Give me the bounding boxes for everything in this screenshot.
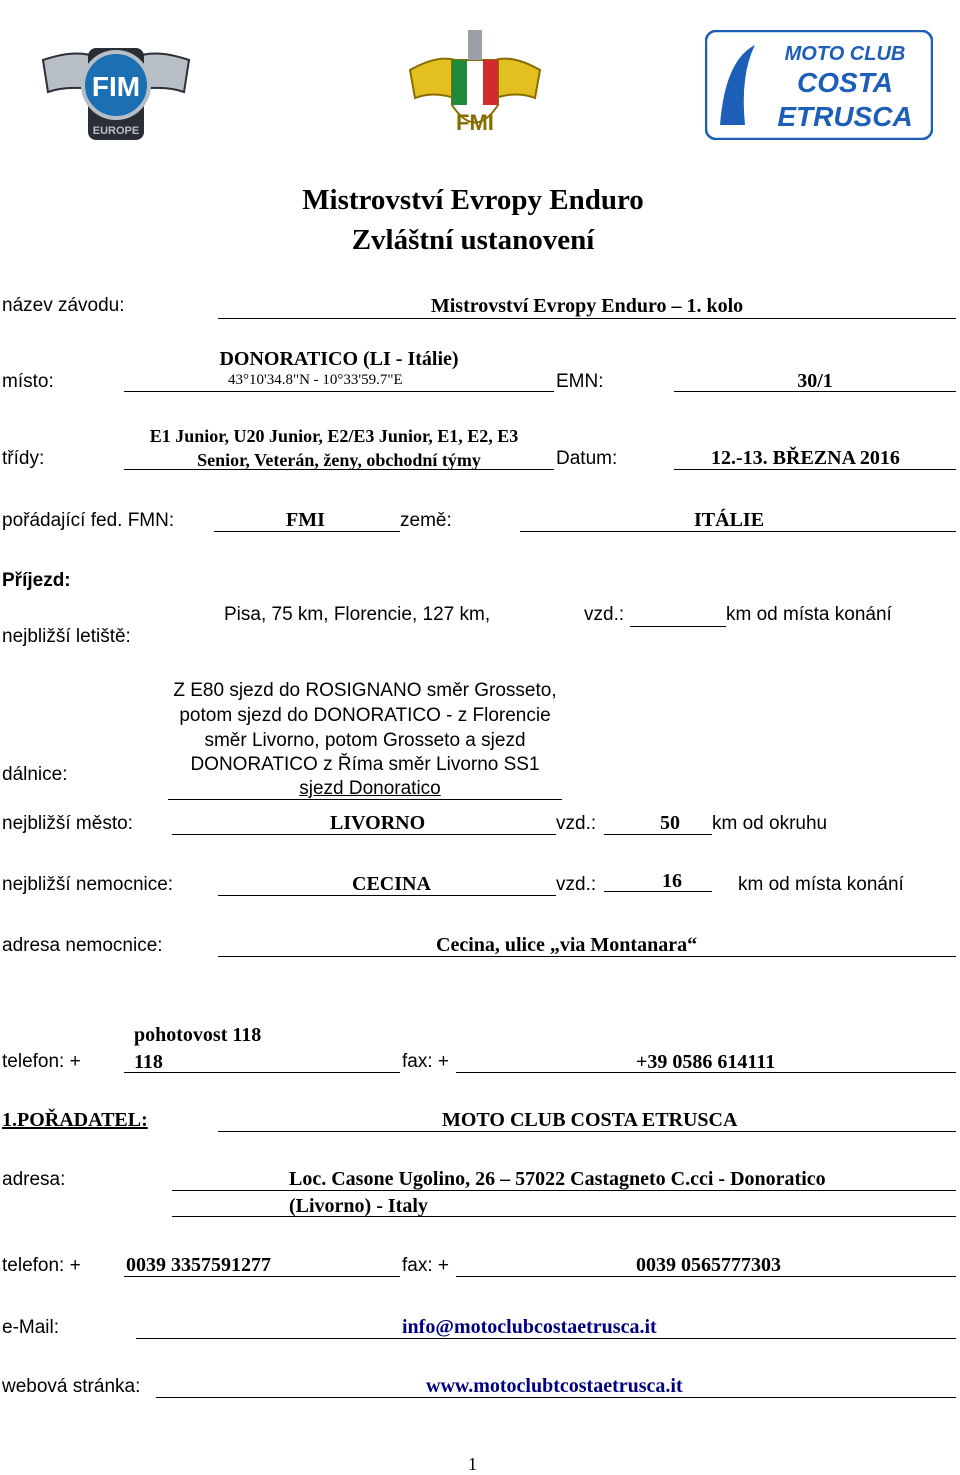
hospital-address-value: Cecina, ulice „via Montanara“	[436, 934, 698, 956]
fim-europe-logo	[38, 30, 194, 150]
hospital-value: CECINA	[352, 873, 431, 895]
emergency-note: pohotovost 118	[134, 1024, 262, 1046]
airport-distance-suffix: km od místa konání	[726, 604, 892, 625]
highway-label: dálnice:	[2, 764, 68, 785]
website-label: webová stránka:	[2, 1376, 141, 1397]
hospital-distance-suffix: km od místa konání	[738, 874, 904, 895]
airport-distance-underline	[630, 626, 726, 627]
phone1-value: 118	[134, 1051, 163, 1073]
address-label: adresa:	[2, 1169, 66, 1190]
country-label: země:	[400, 510, 452, 531]
svg-text:MOTO CLUB: MOTO CLUB	[784, 43, 906, 65]
fmi-logo	[400, 10, 550, 160]
fax2-label: fax: +	[402, 1255, 449, 1276]
place-coordinates: 43°10'34.8"N - 10°33'59.7"E	[228, 372, 403, 388]
emn-label: EMN:	[556, 371, 604, 392]
svg-text:FIM: FIM	[91, 71, 141, 102]
email-label: e-Mail:	[2, 1317, 60, 1338]
town-label: nejbližší město:	[2, 813, 133, 834]
town-distance-value: 50	[660, 812, 680, 834]
emn-value: 30/1	[797, 370, 833, 392]
phone2-value: 0039 3357591277	[126, 1254, 271, 1276]
race-name-value: Mistrovství Evropy Enduro – 1. kolo	[430, 295, 744, 317]
date-value: 12.-13. BŘEZNA 2016	[711, 447, 900, 469]
hospital-distance-underline	[604, 891, 712, 892]
phone2-label: telefon: +	[2, 1255, 81, 1276]
place-label: místo:	[2, 371, 54, 392]
organizer-value: MOTO CLUB COSTA ETRUSCA	[442, 1109, 738, 1131]
federation-label: pořádající fed. FMN:	[2, 510, 175, 531]
town-distance-suffix: km od okruhu	[712, 813, 828, 834]
website-link[interactable]: www.motoclubtcostaetrusca.it	[426, 1375, 683, 1397]
arrival-heading: Příjezd:	[2, 570, 71, 591]
place-underline	[124, 391, 554, 392]
date-label: Datum:	[556, 448, 618, 469]
fax1-value: +39 0586 614111	[636, 1051, 776, 1073]
highway-line-3: směr Livorno, potom Grosseto a sjezd	[204, 730, 526, 751]
highway-line-2: potom sjezd do DONORATICO - z Florencie	[179, 705, 551, 726]
svg-text:ETRUSCA: ETRUSCA	[777, 101, 913, 132]
page-title: Mistrovství Evropy Enduro	[302, 184, 644, 216]
place-value: DONORATICO (LI - Itálie)	[219, 348, 459, 370]
airport-distance-label: vzd.:	[584, 604, 625, 625]
svg-text:EUROPE: EUROPE	[92, 125, 140, 137]
airport-value: Pisa, 75 km, Florencie, 127 km,	[224, 604, 491, 625]
highway-underline	[168, 799, 562, 800]
address-line-2: (Livorno) - Italy	[289, 1195, 428, 1217]
page-number: 1	[468, 1454, 477, 1474]
highway-line-4: DONORATICO z Říma směr Livorno SS1	[190, 754, 540, 775]
classes-line-2: Senior, Veterán, ženy, obchodní týmy	[197, 450, 481, 470]
fax1-label: fax: +	[402, 1051, 449, 1072]
airport-label: nejbližší letiště:	[2, 626, 131, 647]
town-distance-label: vzd.:	[556, 813, 597, 834]
page-subtitle: Zvláštní ustanovení	[351, 224, 595, 256]
hospital-distance-label: vzd.:	[556, 874, 597, 895]
address-line-1: Loc. Casone Ugolino, 26 – 57022 Castagneto C.cci - Donoratico	[289, 1168, 826, 1190]
federation-value: FMI	[286, 509, 325, 531]
highway-line-5: sjezd Donoratico	[299, 778, 441, 799]
organizer-label: 1.POŘADATEL:	[2, 1109, 148, 1131]
fax2-value: 0039 0565777303	[636, 1254, 781, 1276]
phone1-label: telefon: +	[2, 1051, 81, 1072]
highway-line-1: Z E80 sjezd do ROSIGNANO směr Grosseto,	[173, 680, 557, 701]
classes-line-1: E1 Junior, U20 Junior, E2/E3 Junior, E1, E2, E3	[149, 426, 519, 446]
phone1-underline	[124, 1072, 400, 1073]
svg-text:FMI: FMI	[456, 110, 494, 135]
email-link[interactable]: info@motoclubcostaetrusca.it	[402, 1316, 657, 1338]
classes-underline	[124, 469, 554, 470]
svg-text:COSTA: COSTA	[797, 67, 893, 98]
moto-club-costa-etrusca-logo	[705, 30, 933, 140]
hospital-label: nejbližší nemocnice:	[2, 874, 174, 895]
race-name-underline	[218, 318, 956, 319]
hospital-distance-value: 16	[662, 870, 682, 892]
race-name-label: název závodu:	[2, 295, 125, 316]
town-distance-underline	[604, 834, 712, 835]
country-value: ITÁLIE	[694, 509, 765, 531]
classes-label: třídy:	[2, 448, 45, 469]
hospital-address-label: adresa nemocnice:	[2, 935, 163, 956]
town-value: LIVORNO	[330, 812, 426, 834]
